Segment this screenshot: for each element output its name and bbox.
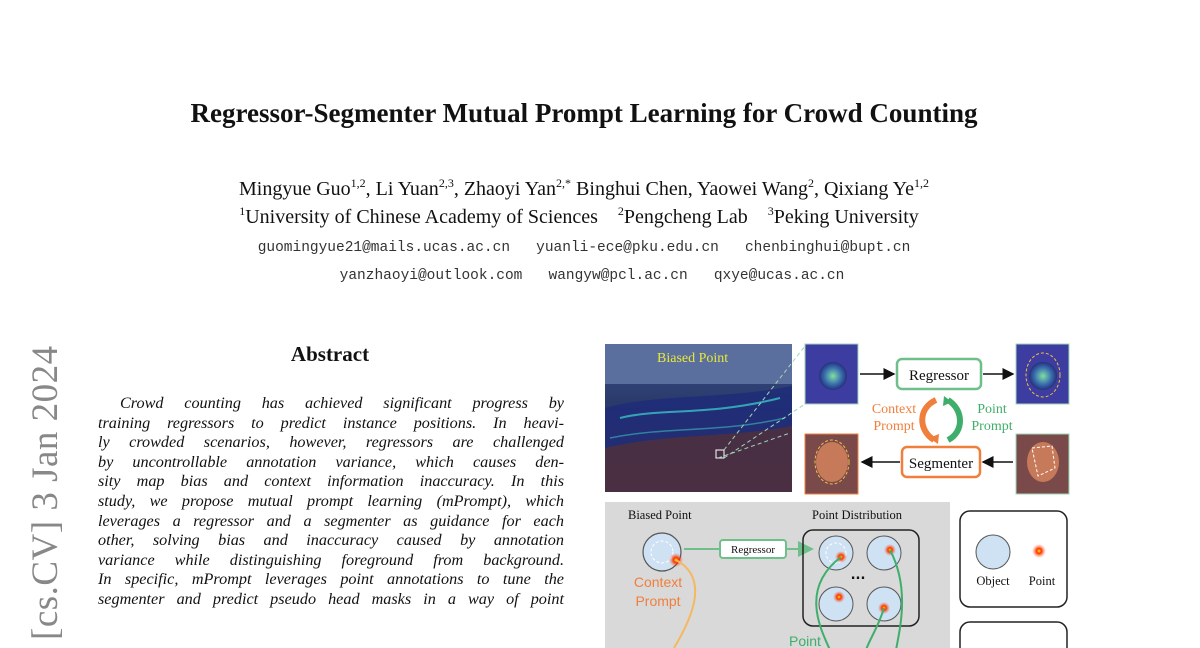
context-prompt-label: Prompt — [873, 419, 915, 434]
abstract-heading: Abstract — [290, 342, 370, 366]
author: Qixiang Ye$^{1,2}$ — [823, 176, 929, 200]
abstract-line: leverages a regressor and a segmenter as guidance for each — [98, 511, 564, 530]
author: Zhaoyi Yan$^{2,*}$ — [463, 176, 572, 200]
author: Yaowei Wang$^2$, — [696, 176, 824, 200]
author: Binghui Chen, — [576, 178, 697, 200]
arxiv-stamp: [cs.CV] 3 Jan 2024 — [25, 345, 66, 640]
abstract-line: study, we propose mutual prompt learning (mPrompt), which — [98, 491, 564, 510]
abstract-line: ly crowded scenarios, however, regressors are challenged — [98, 433, 564, 452]
abstract-line: by uncontrollable annotation variance, which causes den- — [98, 452, 564, 471]
lower-context-prompt-label: Prompt — [635, 593, 681, 609]
author: Li Yuan$^{2,3}$, — [375, 176, 464, 200]
author: Mingyue Guo$^{1,2}$, — [239, 176, 376, 200]
face-thumbnail — [1016, 344, 1069, 404]
paper-title: Regressor-Segmenter Mutual Prompt Learning for Crowd Counting — [190, 98, 978, 128]
legend-point-label: Point — [1028, 574, 1056, 588]
method-figure — [600, 338, 1080, 648]
regressor-label: Regressor — [909, 368, 969, 384]
context-prompt-label: Context — [871, 402, 917, 417]
abstract-line: Crowd counting has achieved significant progress by — [120, 394, 564, 412]
legend-object-label: Object — [976, 574, 1010, 588]
abstract-line: segmenter and predict pseudo head masks in a way of point — [98, 589, 564, 608]
point-prompt-label: Point — [977, 402, 1007, 417]
abstract-line: other, solving bias and inaccuracy caused by annotation — [98, 531, 564, 550]
segmenter-label: Segmenter — [908, 456, 974, 472]
affiliation: University of Chinese Academy of Sciences — [245, 206, 598, 228]
face-thumbnail — [805, 344, 858, 404]
second-legend-box — [960, 622, 1067, 648]
point-distribution-label: Point Distribution — [812, 508, 902, 522]
biased-point-label: Biased Point — [657, 351, 729, 366]
author-list — [0, 178, 1168, 201]
context-prompt-arrow — [922, 400, 936, 440]
point-prompt-arrow — [948, 400, 960, 440]
lower-point-label: Point — [789, 633, 821, 648]
lower-context-prompt-label: Context — [633, 574, 683, 590]
legend-point-icon — [1032, 544, 1046, 558]
affiliation-list: $^1$University of Chinese Academy of Sciences $^2$Pengcheng Lab $^3$Peking University — [239, 204, 919, 228]
abstract-line: training regressors to predict instance positions. In heavi- — [98, 413, 564, 432]
affiliation: Pengcheng Lab — [623, 206, 748, 228]
lower-regressor-label: Regressor — [731, 544, 775, 556]
point-prompt-label: Prompt — [971, 419, 1013, 434]
face-thumbnail — [805, 434, 858, 494]
abstract-line: variance while distinguishing foreground from background. — [98, 550, 564, 569]
email-line: guomingyue21@mails.ucas.ac.cn yuanli-ece@pku.edu.cn chenbinghui@bupt.cn — [257, 240, 911, 256]
abstract-line: sity map bias and context information inaccuracy. In this — [98, 472, 564, 491]
email-line: yanzhaoyi@outlook.com wangyw@pcl.ac.cn qxye@ucas.ac.cn — [339, 268, 845, 284]
lower-biased-point-label: Biased Point — [628, 508, 692, 522]
crowd-image — [605, 344, 792, 492]
face-thumbnail — [1016, 434, 1069, 494]
legend-object-icon — [976, 535, 1010, 569]
legend-box — [960, 511, 1067, 607]
abstract-body — [98, 394, 564, 610]
abstract-line: In specific, mPrompt leverages point annotations to tune the — [98, 570, 564, 589]
ellipsis: ... — [850, 568, 866, 583]
affiliation: Peking University — [773, 206, 919, 228]
